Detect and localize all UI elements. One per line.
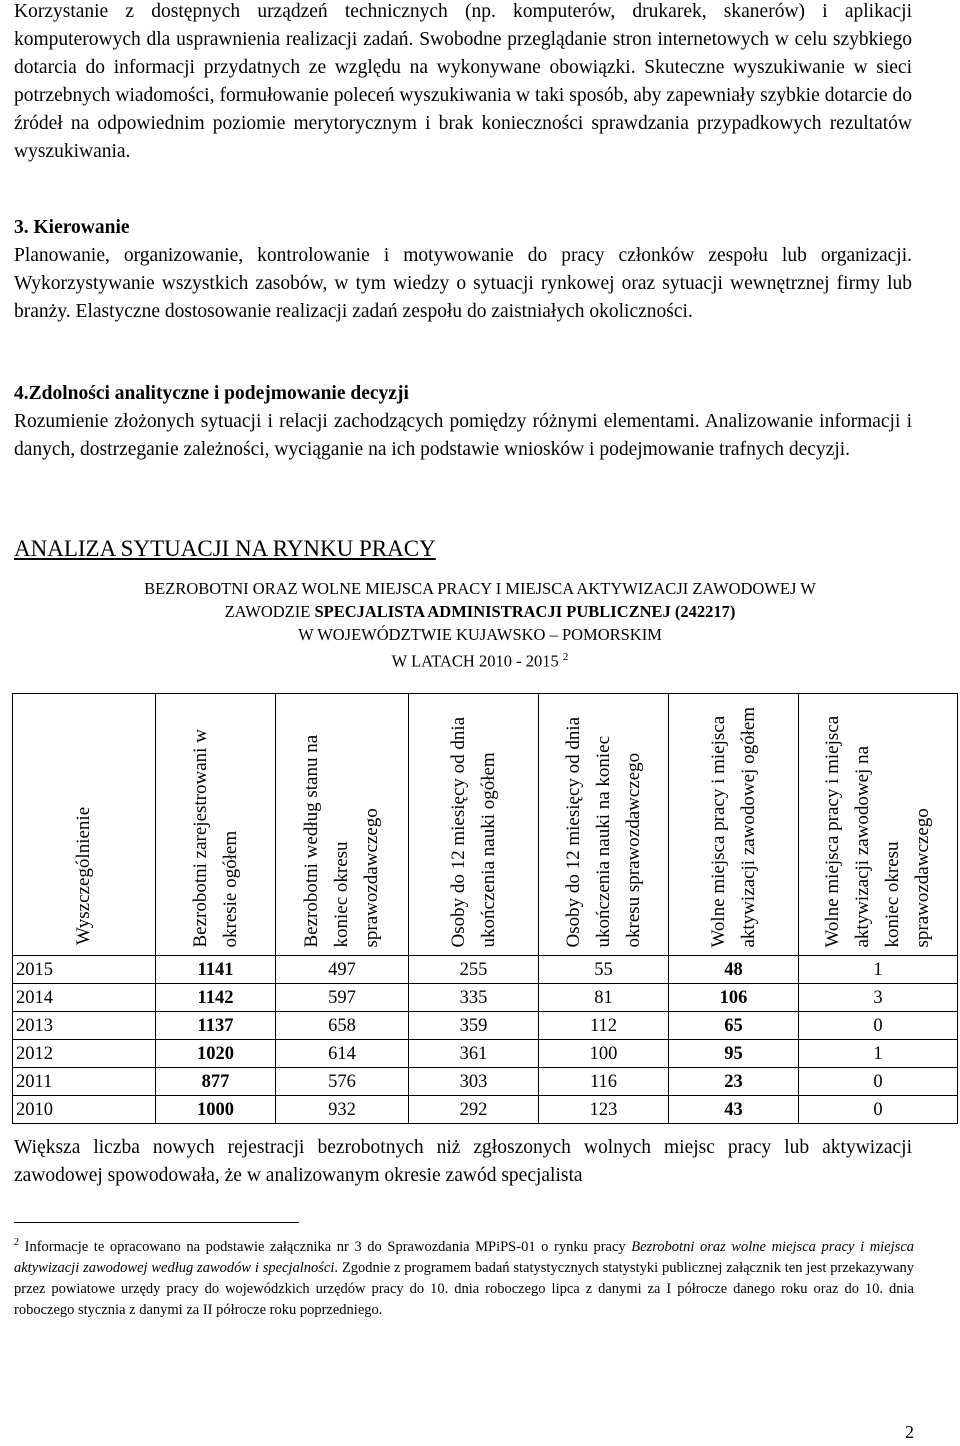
table-row	[13, 1040, 958, 1068]
graduates-end-cell: 116	[539, 1068, 669, 1096]
table-row	[13, 1012, 958, 1040]
footnote-divider	[14, 1222, 299, 1223]
vacancies-end-cell: 0	[799, 1012, 958, 1040]
table-title-line-1: BEZROBOTNI ORAZ WOLNE MIEJSCA PRACY I MIEJSCA AKTYWIZACJI ZAWODOWEJ W	[144, 579, 816, 598]
year-cell: 2013	[13, 1012, 156, 1040]
vacancies-end-cell: 3	[799, 984, 958, 1012]
graduates-total-cell: 361	[409, 1040, 539, 1068]
footnote-text-end: . Zgodnie z programem badań statystycznych statystyki publicznej załącznik ten jest przekazywany przez powiatowe urzędy pracy do wojewódzkich urzędów pracy do 10. dnia roboczego lipca z danymi za I półrocze danego roku oraz do 10. dnia roboczego stycznia z danymi za II półrocze roku poprzedniego.	[14, 1259, 915, 1318]
table-row	[13, 1096, 958, 1124]
registered-total-cell: 877	[156, 1068, 276, 1096]
vacancies-end-cell: 0	[799, 1096, 958, 1124]
graduates-total-cell: 292	[409, 1096, 539, 1124]
header-cell	[799, 694, 958, 956]
vacancies-total-cell: 95	[669, 1040, 799, 1068]
table-title-occupation: SPECJALISTA ADMINISTRACJI PUBLICZNEJ (242217)	[314, 602, 736, 621]
table-title-line-4	[0, 646, 960, 673]
unemployed-end-cell: 497	[276, 956, 409, 984]
vacancies-total-cell: 106	[669, 984, 799, 1012]
section-title: ANALIZA SYTUACJI NA RYNKU PRACY	[14, 536, 436, 561]
graduates-end-cell: 55	[539, 956, 669, 984]
table-title-line-3: W WOJEWÓDZTWIE KUJAWSKO – POMORSKIM	[298, 625, 662, 644]
unemployed-end-cell: 614	[276, 1040, 409, 1068]
footnote	[14, 1232, 914, 1321]
header-label: Bezrobotni według stanu na koniec okresu sprawozdawczego	[301, 734, 382, 947]
graduates-end-cell: 81	[539, 984, 669, 1012]
graduates-total-cell: 303	[409, 1068, 539, 1096]
vacancies-end-cell: 1	[799, 956, 958, 984]
vacancies-total-cell: 43	[669, 1096, 799, 1124]
graduates-end-cell: 100	[539, 1040, 669, 1068]
table-header-row	[13, 694, 958, 956]
closing-paragraph: Większa liczba nowych rejestracji bezrobotnych niż zgłoszonych wolnych miejsc pracy lub aktywizacji zawodowej spowodowała, że w analizowanym okresie zawód specjalista	[14, 1137, 912, 1186]
vacancies-end-cell: 1	[799, 1040, 958, 1068]
year-cell: 2012	[13, 1040, 156, 1068]
unemployed-end-cell: 597	[276, 984, 409, 1012]
table-title-years: W LATACH 2010 - 2015	[391, 651, 559, 671]
vacancies-total-cell: 23	[669, 1068, 799, 1096]
registered-total-cell: 1141	[156, 956, 276, 984]
registered-total-cell: 1142	[156, 984, 276, 1012]
registered-total-cell: 1020	[156, 1040, 276, 1068]
table-row	[13, 956, 958, 984]
header-label: Wyszczególnienie	[73, 806, 94, 945]
heading-kierowanie: 3. Kierowanie	[14, 217, 130, 238]
graduates-total-cell: 335	[409, 984, 539, 1012]
table-title-line-2	[0, 600, 960, 623]
registered-total-cell: 1000	[156, 1096, 276, 1124]
table-row	[13, 984, 958, 1012]
year-cell: 2015	[13, 956, 156, 984]
graduates-end-cell: 123	[539, 1096, 669, 1124]
header-cell	[13, 694, 156, 956]
vacancies-end-cell: 0	[799, 1068, 958, 1096]
unemployment-table	[12, 693, 958, 1124]
header-cell	[669, 694, 799, 956]
unemployed-end-cell: 932	[276, 1096, 409, 1124]
header-label: Wolne miejsca pracy i miejsca aktywizacji zawodowej ogółem	[707, 706, 759, 947]
paragraph-kierowanie: Planowanie, organizowanie, kontrolowanie i motywowanie do pracy członków zespołu lub organizacji. Wykorzystywanie wszystkich zasobów, w tym wiedzy o sytuacji rynkowej oraz sytuacji wewnętrznej firmy lub branży. Elastyczne dostosowanie realizacji zadań zespołu do zaistniałych okoliczności.	[14, 245, 912, 322]
header-label: Osoby do 12 miesięcy od dnia ukończenia nauki na koniec okresu sprawozdawczego	[562, 716, 644, 947]
header-label: Osoby do 12 miesięcy od dnia ukończenia nauki ogółem	[447, 716, 499, 947]
vacancies-total-cell: 48	[669, 956, 799, 984]
registered-total-cell: 1137	[156, 1012, 276, 1040]
graduates-end-cell: 112	[539, 1012, 669, 1040]
year-cell: 2014	[13, 984, 156, 1012]
footnote-italic-title: Bezrobotni oraz wolne miejsca pracy i miejsca aktywizacji zawodowej według zawodów i specjalności	[14, 1238, 915, 1276]
header-label: Bezrobotni zarejestrowani w okresie ogółem	[189, 728, 241, 947]
unemployed-end-cell: 658	[276, 1012, 409, 1040]
table-row	[13, 1068, 958, 1096]
graduates-total-cell: 255	[409, 956, 539, 984]
page-number: 2	[905, 1422, 914, 1442]
heading-zdolnosci-analityczne: 4.Zdolności analityczne i podejmowanie decyzji	[14, 383, 409, 404]
header-cell	[276, 694, 409, 956]
header-cell	[409, 694, 539, 956]
unemployed-end-cell: 576	[276, 1068, 409, 1096]
year-cell: 2010	[13, 1096, 156, 1124]
vacancies-total-cell: 65	[669, 1012, 799, 1040]
table-title-prefix: ZAWODZIE	[224, 602, 315, 621]
paragraph-zdolnosci-analityczne: Rozumienie złożonych sytuacji i relacji zachodzących pomiędzy różnymi elementami. Analizowanie informacji i danych, dostrzeganie zależności, wyciąganie na ich podstawie wniosków i podejmowanie trafnych decyzji.	[14, 411, 912, 460]
graduates-total-cell: 359	[409, 1012, 539, 1040]
footnote-reference: 2	[562, 651, 569, 663]
header-cell	[539, 694, 669, 956]
year-cell: 2011	[13, 1068, 156, 1096]
paragraph-computer-skills: Korzystanie z dostępnych urządzeń technicznych (np. komputerów, drukarek, skanerów) i aplikacji komputerowych dla usprawnienia realizacji zadań. Swobodne przeglądanie stron internetowych w celu szybkiego dotarcia do informacji przydatnych ze względu na wykonywane obowiązki. Skuteczne wyszukiwanie w sieci potrzebnych wiadomości, formułowanie poleceń wyszukiwania w taki sposób, aby zapewniały szybkie dotarcie do źródeł na odpowiednim poziomie merytorycznym i brak konieczności sprawdzania przypadkowych rezultatów wyszukiwania.	[14, 1, 912, 162]
header-cell	[156, 694, 276, 956]
header-label: Wolne miejsca pracy i miejsca aktywizacji zawodowej na koniec okresu sprawozdawczego	[822, 715, 933, 947]
footnote-number: 2	[14, 1237, 19, 1248]
footnote-text-start: Informacje te opracowano na podstawie załącznika nr 3 do Sprawozdania MPiPS-01 o rynku pracy	[24, 1238, 632, 1255]
